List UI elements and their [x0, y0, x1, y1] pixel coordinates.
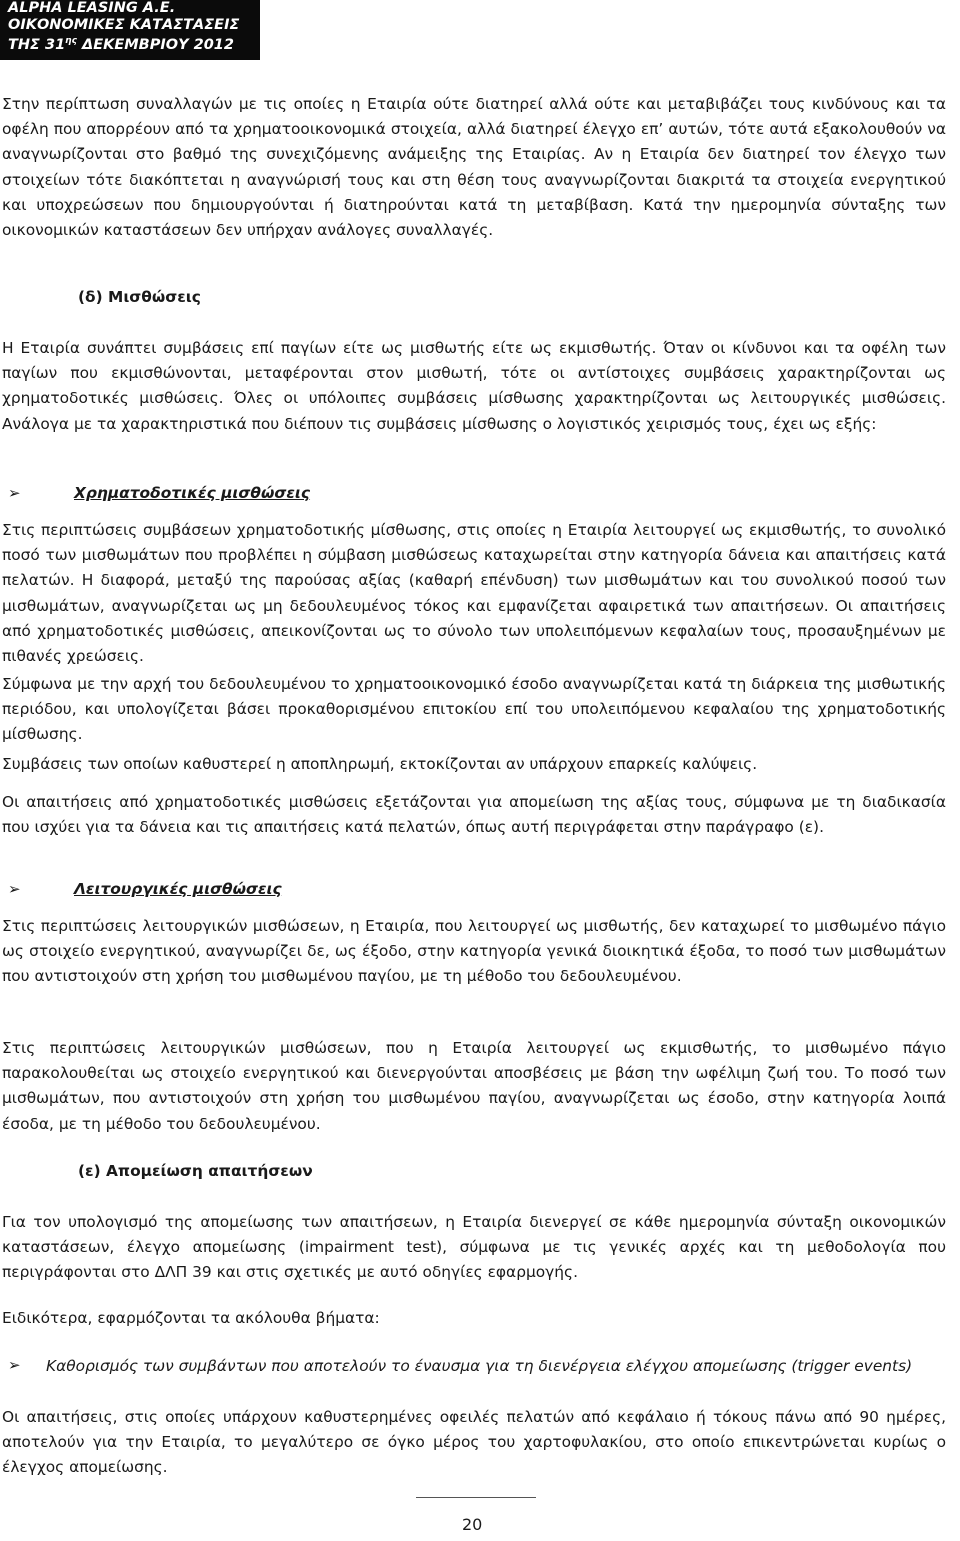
arrow-bullet-icon: ➢ — [8, 484, 21, 502]
paragraph-overdue-90-days: Οι απαιτήσεις, στις οποίες υπάρχουν καθυστερημένες οφειλές πελατών από κεφάλαιο ή τόκους πάνω από 90 ημέρες, αποτελούν για την Εταιρία, το μεγαλύτερο σε όγκο μέρος του χαρτοφυλακίου, στο οποίο επικεντρώνεται κυρίως ο έλεγχος απομείωσης. — [2, 1408, 946, 1477]
report-title: ΟΙΚΟΝΟΜΙΚΕΣ ΚΑΤΑΣΤΑΣΕΙΣ — [8, 17, 240, 33]
paragraph-transfers — [2, 92, 946, 243]
bullet-trigger-events: Καθορισμός των συμβάντων που αποτελούν το έναυσμα για τη διενέργεια ελέγχου απομείωσης (trigger events) — [46, 1357, 913, 1375]
text-transfers-b: Αν η Εταιρία δεν διατηρεί τον έλεγχο των στοιχείων τότε διακόπτεται η αναγνώρισή τους και στη θέση τους αναγνωρίζονται διακριτά τα στοιχεία ενεργητικού και υποχρεώσεων που δημιουργούνται ή διατηρούνται κατά τη μεταβίβαση. — [2, 145, 946, 214]
paragraph-leases-intro — [2, 336, 946, 437]
date-prefix: ΤΗΣ 31 — [8, 36, 66, 53]
company-name: ALPHA LEASING A.E. — [8, 0, 176, 16]
paragraph-impairment-method: Για τον υπολογισμό της απομείωσης των απαιτήσεων, η Εταιρία διενεργεί σε κάθε ημερομηνία σύνταξη οικονομικών καταστάσεων, έλεγχο απομείωσης (impairment test), σύμφωνα με τις γενικές αρχές και τη μεθοδολογία που περιγράφονται στο ΔΛΠ 39 και στις σχετικές με αυτό οδηγίες εφαρμογής. — [2, 1213, 946, 1282]
text-finance-b: Η διαφορά, μεταξύ της παρούσας αξίας (καθαρή επένδυση) των μισθωμάτων και του συνολικού ποσού των μισθωμάτων, αναγνωρίζεται ως μη δεδουλευμένος τόκος και εμφανίζεται αφαιρετικά των απαιτήσεων. — [2, 571, 946, 615]
text-leases-a: Η Εταιρία συνάπτει συμβάσεις επί παγίων είτε ως μισθωτής είτε ως εκμισθωτής. — [2, 339, 657, 357]
section-heading-leases: (δ) Μισθώσεις — [78, 288, 201, 306]
text-leases-b: Όταν οι κίνδυνοι και τα οφέλη των παγίων που εκμισθώνονται, μεταφέρονται στον μισθωτή, τότε οι αντίστοιχες συμβάσεις χαρακτηρίζονται ως χρηματοδοτικές μισθώσεις. — [2, 339, 946, 408]
report-date — [8, 36, 234, 53]
footer-divider — [416, 1497, 536, 1498]
paragraph-overdue: Συμβάσεις των οποίων καθυστερεί η αποπληρωμή, εκτοκίζονται αν υπάρχουν επαρκείς καλύψεις. — [2, 755, 758, 773]
page-number: 20 — [462, 1515, 483, 1534]
report-header — [0, 0, 260, 60]
date-suffix: ΔΕΚΕΜΒΡΙΟΥ 2012 — [76, 36, 234, 53]
text-leases-d: Ανάλογα με τα χαρακτηριστικά που διέπουν τις συμβάσεις μίσθωσης ο λογιστικός χειρισμός τους, έχει ως εξής: — [2, 414, 877, 433]
paragraph-steps: Ειδικότερα, εφαρμόζονται τα ακόλουθα βήματα: — [2, 1309, 380, 1327]
date-ordinal: ης — [65, 36, 77, 46]
text-finance-a: Στις περιπτώσεις συμβάσεων χρηματοδοτικής μίσθωσης, στις οποίες η Εταιρία λειτουργεί ως εκμισθωτής, το συνολικό ποσό των μισθωμάτων που προβλέπει η σύμβαση μισθώσεως καταχωρείται στην κατηγορία δάνεια και απαιτήσεις κατά πελατών. — [2, 521, 946, 590]
subheading-finance-leases: Χρηματοδοτικές μισθώσεις — [74, 484, 311, 502]
arrow-bullet-icon: ➢ — [8, 880, 21, 898]
arrow-bullet-icon: ➢ — [8, 1356, 21, 1374]
subheading-operating-leases: Λειτουργικές μισθώσεις — [74, 880, 282, 898]
text-transfers-a: Στην περίπτωση συναλλαγών με τις οποίες η Εταιρία ούτε διατηρεί αλλά ούτε και μεταβιβάζει τους κινδύνους και τα οφέλη που απορρέουν από τα χρηματοοικονομικά στοιχεία, αλλά διατηρεί έλεγχο επ’ αυτών, τότε αυτά εξακολουθούν να αναγνωρίζονται στο βαθμό της συνεχιζόμενης ανάμειξης της Εταιρίας. — [2, 95, 946, 164]
section-heading-impairment: (ε) Απομείωση απαιτήσεων — [78, 1162, 313, 1180]
paragraph-accrual: Σύμφωνα με την αρχή του δεδουλευμένου το χρηματοοικονομικό έσοδο αναγνωρίζεται κατά τη διάρκεια της μισθωτικής περιόδου, και υπολογίζεται βάσει προκαθορισμένου επιτοκίου επί του υπολειπόμενου κεφαλαίου της χρηματοδοτικής μίσθωσης. — [2, 675, 946, 744]
paragraph-operating-lessee: Στις περιπτώσεις λειτουργικών μισθώσεων, η Εταιρία, που λειτουργεί ως μισθωτής, δεν καταχωρεί το μισθωμένο πάγιο ως στοιχείο ενεργητικού, αναγνωρίζει δε, ως έξοδο, στην κατηγορία γενικά διοικητικά έξοδα, το ποσό των μισθωμάτων που αντιστοιχούν στη χρήση του μισθωμένου παγίου, με τη μέθοδο του δεδουλευμένου. — [2, 917, 946, 986]
paragraph-impairment-finance: Οι απαιτήσεις από χρηματοδοτικές μισθώσεις εξετάζονται για απομείωση της αξίας τους, σύμφωνα με τη διαδικασία που ισχύει για τα δάνεια και τις απαιτήσεις κατά πελατών, όπως αυτή περιγράφεται στην παράγραφο (ε). — [2, 793, 946, 837]
text-leases-c: Όλες οι υπόλοιπες συμβάσεις μίσθωσης χαρακτηρίζονται ως λειτουργικές μισθώσεις. — [234, 389, 947, 408]
text-finance-c: Οι απαιτήσεις από χρηματοδοτικές μισθώσεις, απεικονίζονται ως το σύνολο των υπολειπόμενων κεφαλαίων τους, προσαυξημένων με πιθανές χρεώσεις. — [2, 596, 946, 666]
paragraph-finance-leases — [2, 518, 946, 669]
text-transfers-c: Κατά την ημερομηνία σύνταξης των οικονομικών καταστάσεων δεν υπήρχαν ανάλογες συναλλαγές. — [2, 195, 946, 240]
paragraph-operating-lessor: Στις περιπτώσεις λειτουργικών μισθώσεων, που η Εταιρία λειτουργεί ως εκμισθωτής, το μισθωμένο πάγιο παρακολουθείται ως στοιχείο ενεργητικού και διενεργούνται αποσβέσεις με βάση την ωφέλιμη ζωή του. Το ποσό των μισθωμάτων, που αντιστοιχούν στη χρήση του μισθωμένου παγίου, αναγνωρίζεται ως έσοδο, στην κατηγορία λοιπά έσοδα, με τη μέθοδο του δεδουλευμένου. — [2, 1039, 946, 1133]
